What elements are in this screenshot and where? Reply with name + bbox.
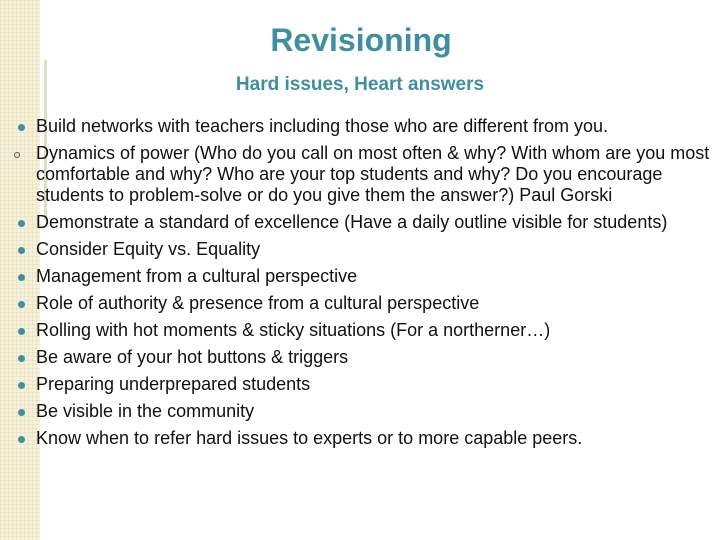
bullet-icon xyxy=(18,247,25,254)
slide-title: Revisioning xyxy=(270,22,452,58)
list-item: Know when to refer hard issues to experts or to more capable peers. xyxy=(14,428,714,449)
bullet-icon xyxy=(18,436,25,443)
list-item: Role of authority & presence from a cultural perspective xyxy=(14,293,714,314)
bullet-icon xyxy=(18,220,25,227)
bullet-icon xyxy=(18,409,25,416)
sub-bullet-icon xyxy=(14,152,20,158)
bullet-icon xyxy=(18,124,25,131)
list-item: Be visible in the community xyxy=(14,401,714,422)
bullet-list xyxy=(14,116,714,455)
list-item: Rolling with hot moments & sticky situations (For a northerner…) xyxy=(14,320,714,341)
list-item: Demonstrate a standard of excellence (Have a daily outline visible for students) xyxy=(14,212,714,233)
slide-subtitle: Hard issues, Heart answers xyxy=(235,74,485,95)
list-item: Consider Equity vs. Equality xyxy=(14,239,714,260)
list-item: Management from a cultural perspective xyxy=(14,266,714,287)
bullet-icon xyxy=(18,328,25,335)
bullet-icon xyxy=(18,274,25,281)
bullet-icon xyxy=(18,355,25,362)
list-item: Preparing underprepared students xyxy=(14,374,714,395)
bullet-icon xyxy=(18,382,25,389)
list-item-sub: Dynamics of power (Who do you call on most often & why? With whom are you most comfortable and why? Who are your top students and why? Do you encourage students to problem-solve or do you give them the answer?) Paul Gorski xyxy=(14,143,714,206)
list-item: Be aware of your hot buttons & triggers xyxy=(14,347,714,368)
list-item: Build networks with teachers including those who are different from you. xyxy=(14,116,714,137)
bullet-icon xyxy=(18,301,25,308)
